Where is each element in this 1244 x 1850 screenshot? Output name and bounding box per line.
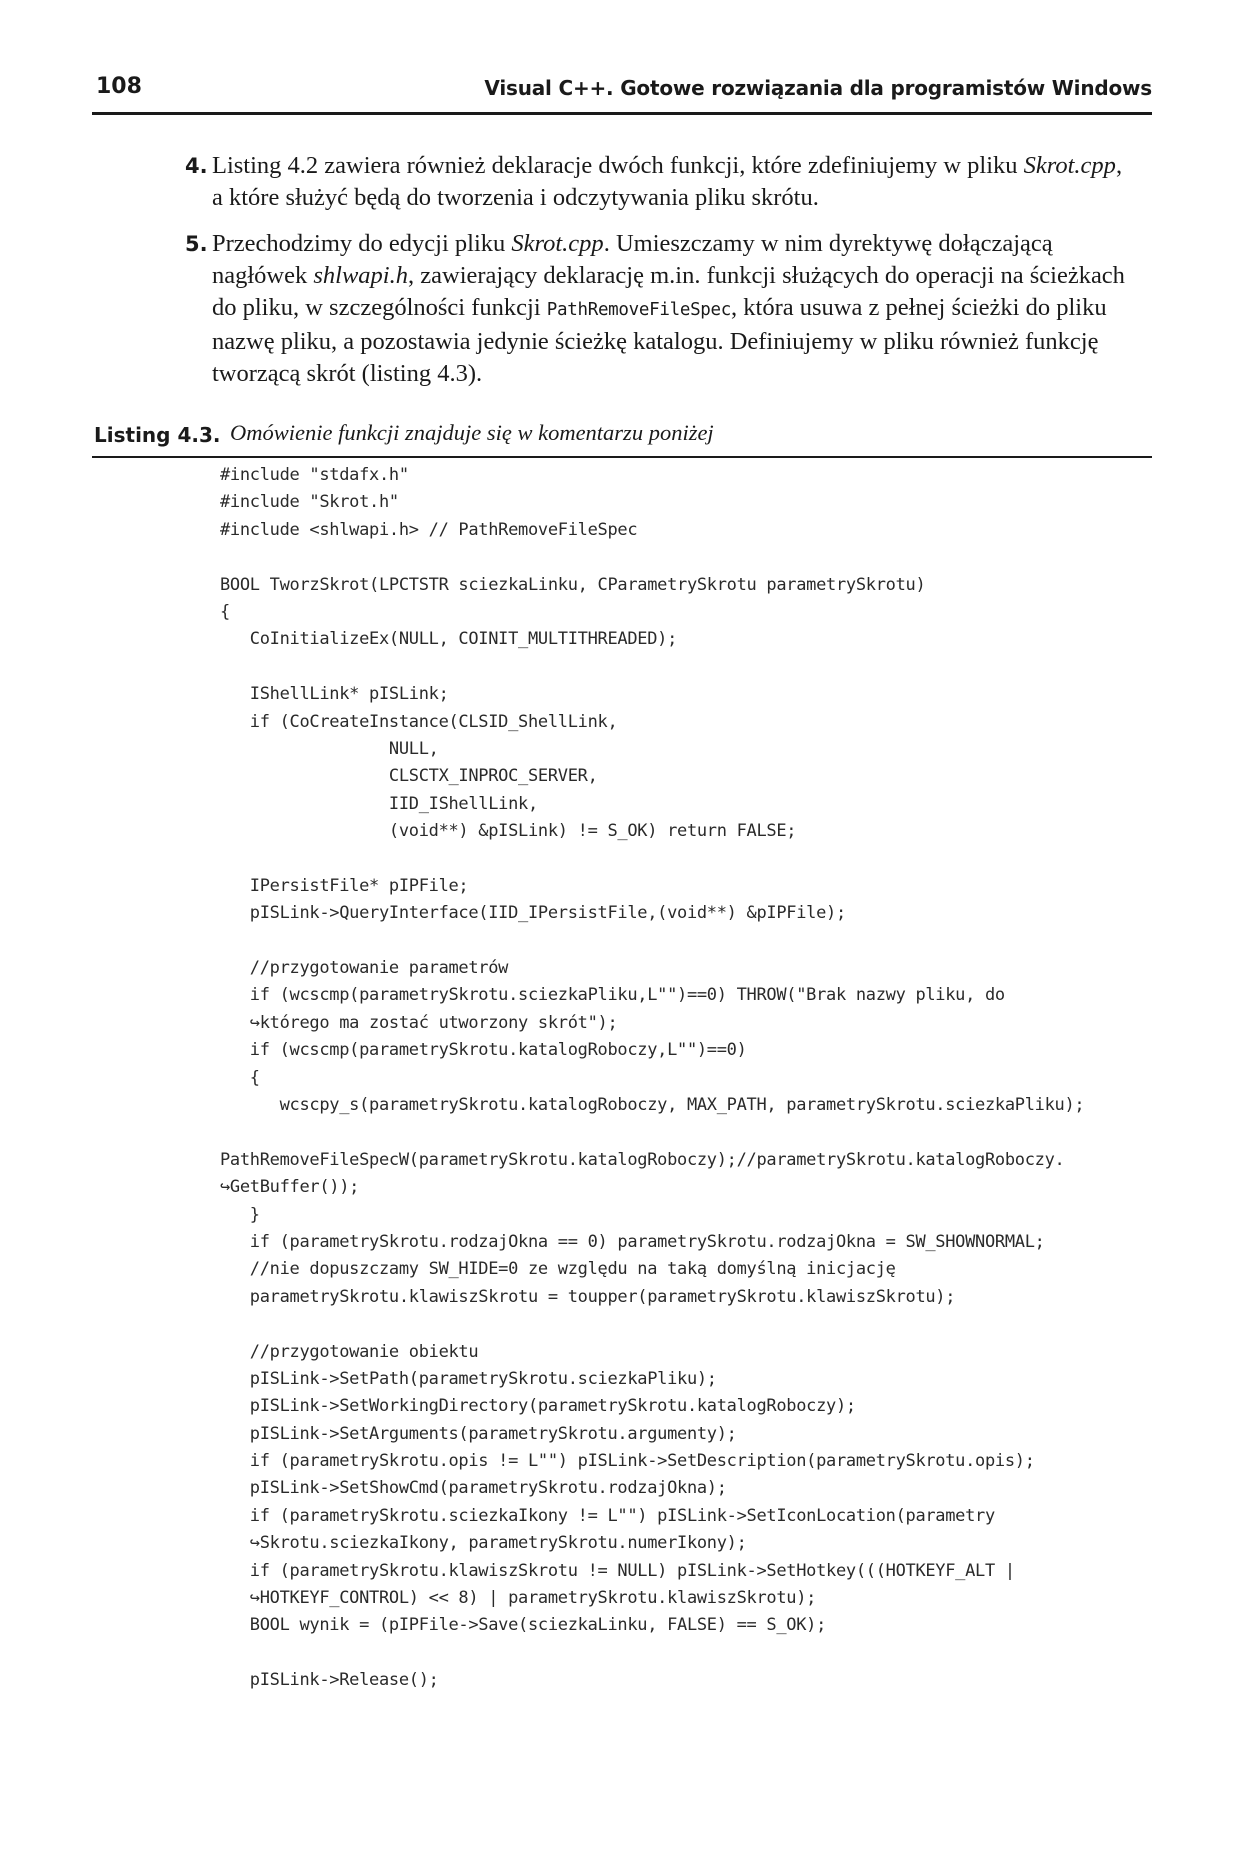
code-line: #include "stdafx.h" bbox=[220, 465, 409, 485]
code-line: if (parametrySkrotu.opis != L"") pISLink->SetDescription(parametrySkrotu.opis); bbox=[220, 1451, 1035, 1472]
page-header bbox=[92, 72, 1152, 115]
step-number: 4. bbox=[185, 154, 208, 178]
text-run: . Umieszczamy w nim dyrektywę dołączającą nagłówek bbox=[212, 230, 1053, 289]
code-line: parametrySkrotu.klawiszSkrotu = toupper(parametrySkrotu.klawiszSkrotu); bbox=[220, 1286, 956, 1307]
code-line: if (parametrySkrotu.klawiszSkrotu != NULL) pISLink->SetHotkey(((HOTKEYF_ALT | bbox=[220, 1560, 1015, 1581]
code-line: if (parametrySkrotu.sciezkaIkony != L"") pISLink->SetIconLocation(parametry bbox=[220, 1505, 995, 1526]
code-line: BOOL TworzSkrot(LPCTSTR sciezkaLinku, CParametrySkrotu parametrySkrotu) bbox=[220, 574, 926, 595]
code-line: pISLink->SetPath(parametrySkrotu.sciezkaPliku); bbox=[220, 1368, 717, 1389]
code-line bbox=[220, 845, 1180, 872]
code-line bbox=[220, 928, 1180, 955]
code-line: //przygotowanie parametrów bbox=[220, 958, 509, 979]
code-line: CoInitializeEx(NULL, COINIT_MULTITHREADED); bbox=[220, 629, 678, 650]
code-line: { bbox=[220, 1067, 260, 1088]
code-listing bbox=[220, 462, 1180, 1695]
code-line bbox=[220, 1311, 1180, 1338]
inline-code: PathRemoveFileSpec bbox=[546, 300, 732, 320]
listing-label: Listing 4.3. bbox=[94, 423, 221, 447]
code-line: wcscpy_s(parametrySkrotu.katalogRoboczy, MAX_PATH, parametrySkrotu.sciezkaPliku); bbox=[220, 1094, 1085, 1115]
step-item bbox=[185, 150, 1132, 214]
instruction-steps bbox=[185, 150, 1132, 404]
code-line: pISLink->SetShowCmd(parametrySkrotu.rodzajOkna); bbox=[220, 1478, 727, 1499]
italic-filename: Skrot.cpp bbox=[1023, 152, 1116, 179]
text-run: Listing 4.2 zawiera również deklaracje dwóch funkcji, które zdefiniujemy w pliku bbox=[212, 152, 1024, 179]
code-line: CLSCTX_INPROC_SERVER, bbox=[220, 766, 598, 787]
text-run: Przechodzimy do edycji pliku bbox=[212, 230, 512, 257]
code-line: { bbox=[220, 601, 230, 622]
step-text bbox=[212, 150, 1132, 214]
code-line: //przygotowanie obiektu bbox=[220, 1341, 479, 1362]
code-line: BOOL wynik = (pIPFile->Save(sciezkaLinku, FALSE) == S_OK); bbox=[220, 1615, 827, 1636]
italic-filename: Skrot.cpp bbox=[511, 230, 604, 257]
code-line: NULL, bbox=[220, 738, 439, 759]
code-line bbox=[220, 1119, 1180, 1146]
code-line: PathRemoveFileSpecW(parametrySkrotu.katalogRoboczy);//parametrySkrotu.katalogRoboczy. bbox=[220, 1149, 1065, 1170]
step-number: 5. bbox=[185, 232, 208, 256]
code-line bbox=[220, 1640, 1180, 1667]
code-line: ↪HOTKEYF_CONTROL) << 8) | parametrySkrotu.klawiszSkrotu); bbox=[220, 1588, 817, 1609]
code-line: pISLink->SetArguments(parametrySkrotu.argumenty); bbox=[220, 1423, 737, 1444]
code-line: if (parametrySkrotu.rodzajOkna == 0) parametrySkrotu.rodzajOkna = SW_SHOWNORMAL; bbox=[220, 1231, 1045, 1252]
code-line: if (wcscmp(parametrySkrotu.sciezkaPliku,L"")==0) THROW("Brak nazwy pliku, do bbox=[220, 985, 1005, 1006]
code-line bbox=[220, 544, 1180, 571]
step-item bbox=[185, 228, 1132, 390]
code-line: #include <shlwapi.h> // PathRemoveFileSpec bbox=[220, 519, 638, 540]
page-number: 108 bbox=[96, 74, 142, 99]
code-line: pISLink->QueryInterface(IID_IPersistFile,(void**) &pIPFile); bbox=[220, 903, 846, 924]
listing-description: Omówienie funkcji znajduje się w komentarzu poniżej bbox=[230, 420, 714, 445]
code-line: ↪GetBuffer()); bbox=[220, 1177, 360, 1198]
code-line: ↪którego ma zostać utworzony skrót"); bbox=[220, 1012, 618, 1033]
listing-caption bbox=[92, 420, 1152, 458]
text-run: , a które służyć będą do tworzenia i odczytywania pliku skrótu. bbox=[212, 152, 1123, 211]
code-line bbox=[220, 654, 1180, 681]
code-line: //nie dopuszczamy SW_HIDE=0 ze względu na taką domyślną inicjację bbox=[220, 1259, 896, 1280]
code-line: } bbox=[220, 1204, 260, 1225]
code-line: #include "Skrot.h" bbox=[220, 492, 399, 513]
text-run: , która usuwa z pełnej ścieżki do pliku nazwę pliku, a pozostawia jedynie ścieżkę katalogu. Definiujemy w pliku również funkcję tworzącą skrót (listing 4.3). bbox=[212, 294, 1107, 387]
step-text bbox=[212, 228, 1132, 390]
running-title: Visual C++. Gotowe rozwiązania dla programistów Windows bbox=[484, 76, 1152, 100]
code-line: ↪Skrotu.sciezkaIkony, parametrySkrotu.numerIkony); bbox=[220, 1533, 747, 1554]
italic-filename: shlwapi.h bbox=[313, 262, 408, 289]
code-line: IID_IShellLink, bbox=[220, 793, 538, 814]
code-line: if (wcscmp(parametrySkrotu.katalogRoboczy,L"")==0) bbox=[220, 1040, 747, 1061]
code-line: pISLink->Release(); bbox=[220, 1670, 439, 1691]
code-line: pISLink->SetWorkingDirectory(parametrySkrotu.katalogRoboczy); bbox=[220, 1396, 856, 1417]
code-line: if (CoCreateInstance(CLSID_ShellLink, bbox=[220, 711, 618, 732]
code-line: (void**) &pISLink) != S_OK) return FALSE; bbox=[220, 821, 797, 842]
text-run: , zawierający deklarację m.in. funkcji służących do operacji na ścieżkach do pliku, w szczególności funkcji bbox=[212, 262, 1125, 321]
code-line: IPersistFile* pIPFile; bbox=[220, 875, 469, 896]
code-line: IShellLink* pISLink; bbox=[220, 684, 449, 705]
